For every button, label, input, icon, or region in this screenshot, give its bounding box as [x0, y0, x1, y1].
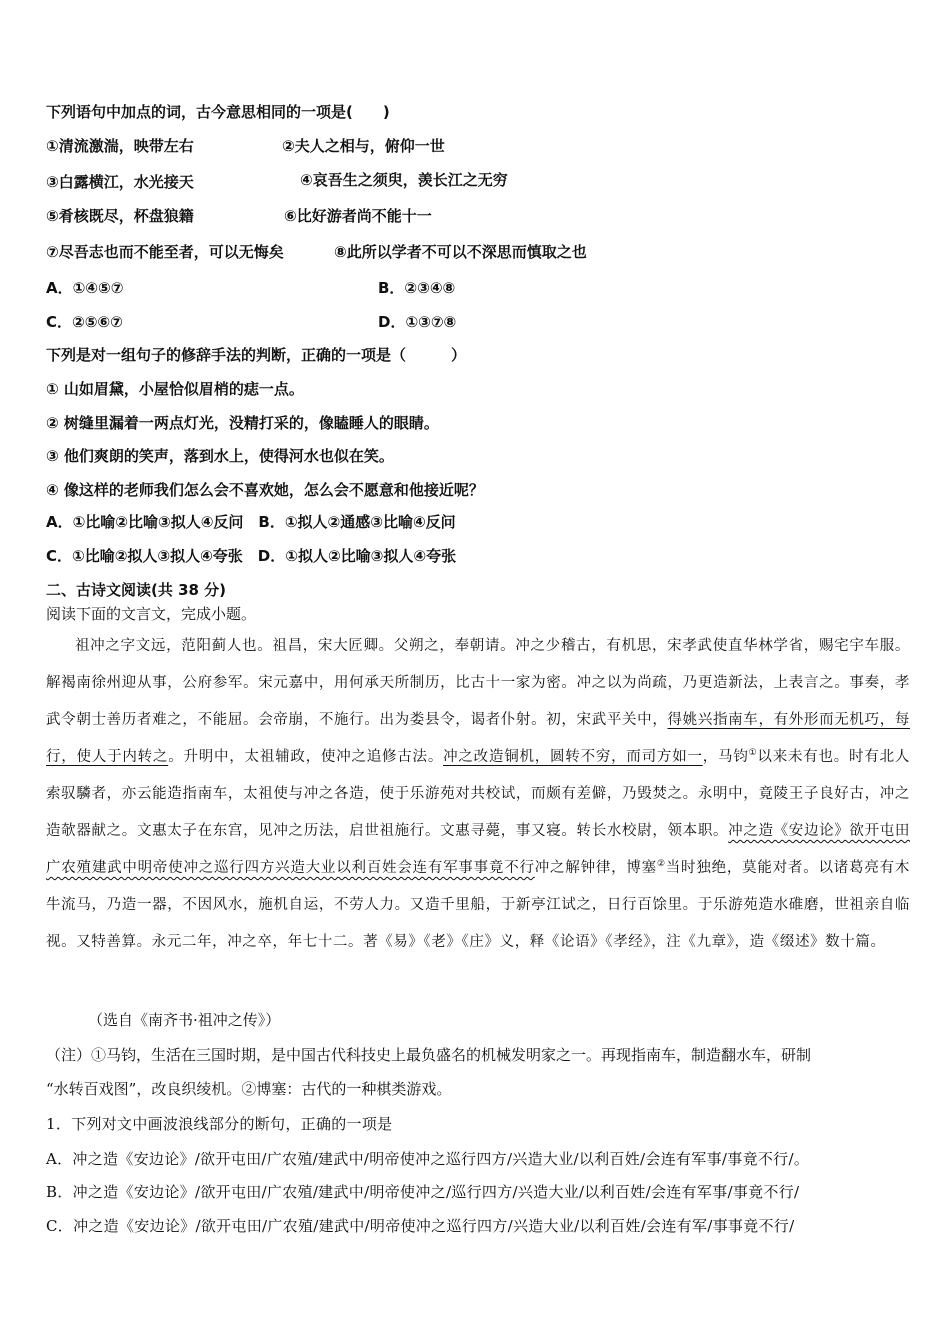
list-item: ① 山如眉黛，小屋恰似眉梢的痣一点。	[46, 380, 304, 398]
list-item: ②夫人之相与，俯仰一世	[282, 137, 445, 155]
classical-passage	[46, 628, 910, 961]
list-item: ④ 像这样的老师我们怎么会不喜欢她，怎么会不愿意和他接近呢？	[46, 481, 484, 499]
list-item: ⑤肴核既尽，杯盘狼籍	[46, 207, 194, 225]
list-item: ③白露横江，水光接天	[46, 173, 194, 191]
option-a: A．冲之造《安边论》/欲开屯田/广农殖/建武中/明帝使冲之巡行四方/兴造大业/以利百姓/会连有军事/事竟不行/。	[46, 1150, 810, 1168]
list-item: ⑧此所以学者不可以不深思而慎取之也	[334, 243, 587, 261]
option-row: A．①比喻②比喻③拟人④反问 B．①拟人②通感③比喻④反问	[46, 513, 456, 531]
question-stem: 下列是对一组句子的修辞手法的判断，正确的一项是（ ）	[46, 346, 467, 364]
list-item: ⑥比好游者尚不能十一	[284, 207, 432, 225]
question-stem: 下列语句中加点的词，古今意思相同的一项是( )	[46, 103, 390, 121]
option-row: C．①比喻②拟人③拟人④夸张 D．①拟人②比喻③拟人④夸张	[46, 547, 457, 565]
list-item: ⑦尽吾志也而不能至者，可以无悔矣	[46, 243, 284, 261]
footnote-marker: ②	[656, 859, 666, 870]
section-title: 二、古诗文阅读(共 38 分)	[46, 581, 227, 599]
list-item: ② 树缝里漏着一两点灯光，没精打采的，像瞌睡人的眼睛。	[46, 414, 439, 432]
question-stem: 1．下列对文中画波浪线部分的断句，正确的一项是	[46, 1115, 393, 1133]
source-citation: （选自《南齐书·祖冲之传》）	[88, 1011, 281, 1029]
option-c: C．②⑤⑥⑦	[46, 313, 123, 331]
option-b: B．②③④⑧	[378, 279, 456, 297]
wavy-underlined-text: 冲之造《安边论》欲开屯田广农殖建武中明帝使冲之巡行四方兴造大业以利百姓会连有军事事竟不行	[46, 823, 911, 876]
underlined-sentence: 得姚兴指南车，有外形而无机巧，每行，使人于内转之	[46, 712, 910, 765]
option-b: B．冲之造《安边论》/欲开屯田/广农殖/建武中/明帝使冲之/巡行四方/兴造大业/以利百姓/会连有军事/事竟不行/	[46, 1183, 800, 1201]
footnote-line: “水转百戏图”，改良织绫机。②博塞：古代的一种棋类游戏。	[46, 1080, 452, 1098]
section-instruction: 阅读下面的文言文，完成小题。	[46, 605, 257, 623]
footnote-marker: ①	[748, 748, 758, 759]
option-d: D．①③⑦⑧	[378, 313, 457, 331]
list-item: ③ 他们爽朗的笑声，落到水上，使得河水也似在笑。	[46, 447, 394, 465]
list-item: ①清流激湍，映带左右	[46, 137, 194, 155]
option-c: C．冲之造《安边论》/欲开屯田/广农殖/建武中/明帝使冲之巡行四方/兴造大业/以利百姓/会连有军/事事竟不行/	[46, 1217, 795, 1235]
option-a: A．①④⑤⑦	[46, 279, 124, 297]
underlined-sentence: 冲之改造铜机，圆转不穷，而司方如一	[443, 749, 703, 765]
footnote-line: （注）①马钧，生活在三国时期，是中国古代科技史上最负盛名的机械发明家之一。再现指南车，制造翻水车，研制	[46, 1046, 812, 1064]
list-item: ④哀吾生之须臾，羡长江之无穷	[300, 171, 508, 189]
passage-paragraph: 祖冲之字文远，范阳蓟人也。祖昌，宋大匠卿。父朔之，奉朝请。冲之少稽古，有机思，宋孝武使直华林学省，赐宅宇车服。解褐南徐州迎从事，公府参军。宋元嘉中，用何承天所制历，比古十一家为密。冲之以为尚疏，乃更造新法，上表言之。事奏，孝武令朝士善历者难之，不能屈。会帝崩，不施行。出为娄县令，谒者仆射。初，宋武平关中，得姚兴指南车，有外形而无机巧，每行，使人于内转之。升明中，太祖辅政，使冲之追修古法。冲之改造铜机，圆转不穷，而司方如一，马钧①以来未有也。时有北人索驭驎者，亦云能造指南车，太祖使与冲之各造，使于乐游苑对共校试，而颇有差僻，乃毁焚之。永明中，竟陵王子良好古，冲之造欹器献之。文惠太子在东宫，见冲之历法，启世祖施行。文惠寻薨，事又寝。转长水校尉，领本职。冲之造《安边论》欲开屯田广农殖建武中明帝使冲之巡行四方兴造大业以利百姓会连有军事事竟不行冲之解钟律，博塞②当时独绝，莫能对者。以诸葛亮有木牛流马，乃造一器，不因风水，施机自运，不劳人力。又造千里船，于新亭江试之，日行百馀里。于乐游苑造水碓磨，世祖亲自临视。又特善算。永元二年，冲之卒，年七十二。著《易》《老》《庄》义，释《论语》《孝经》，注《九章》，造《缀述》数十篇。	[46, 638, 911, 950]
